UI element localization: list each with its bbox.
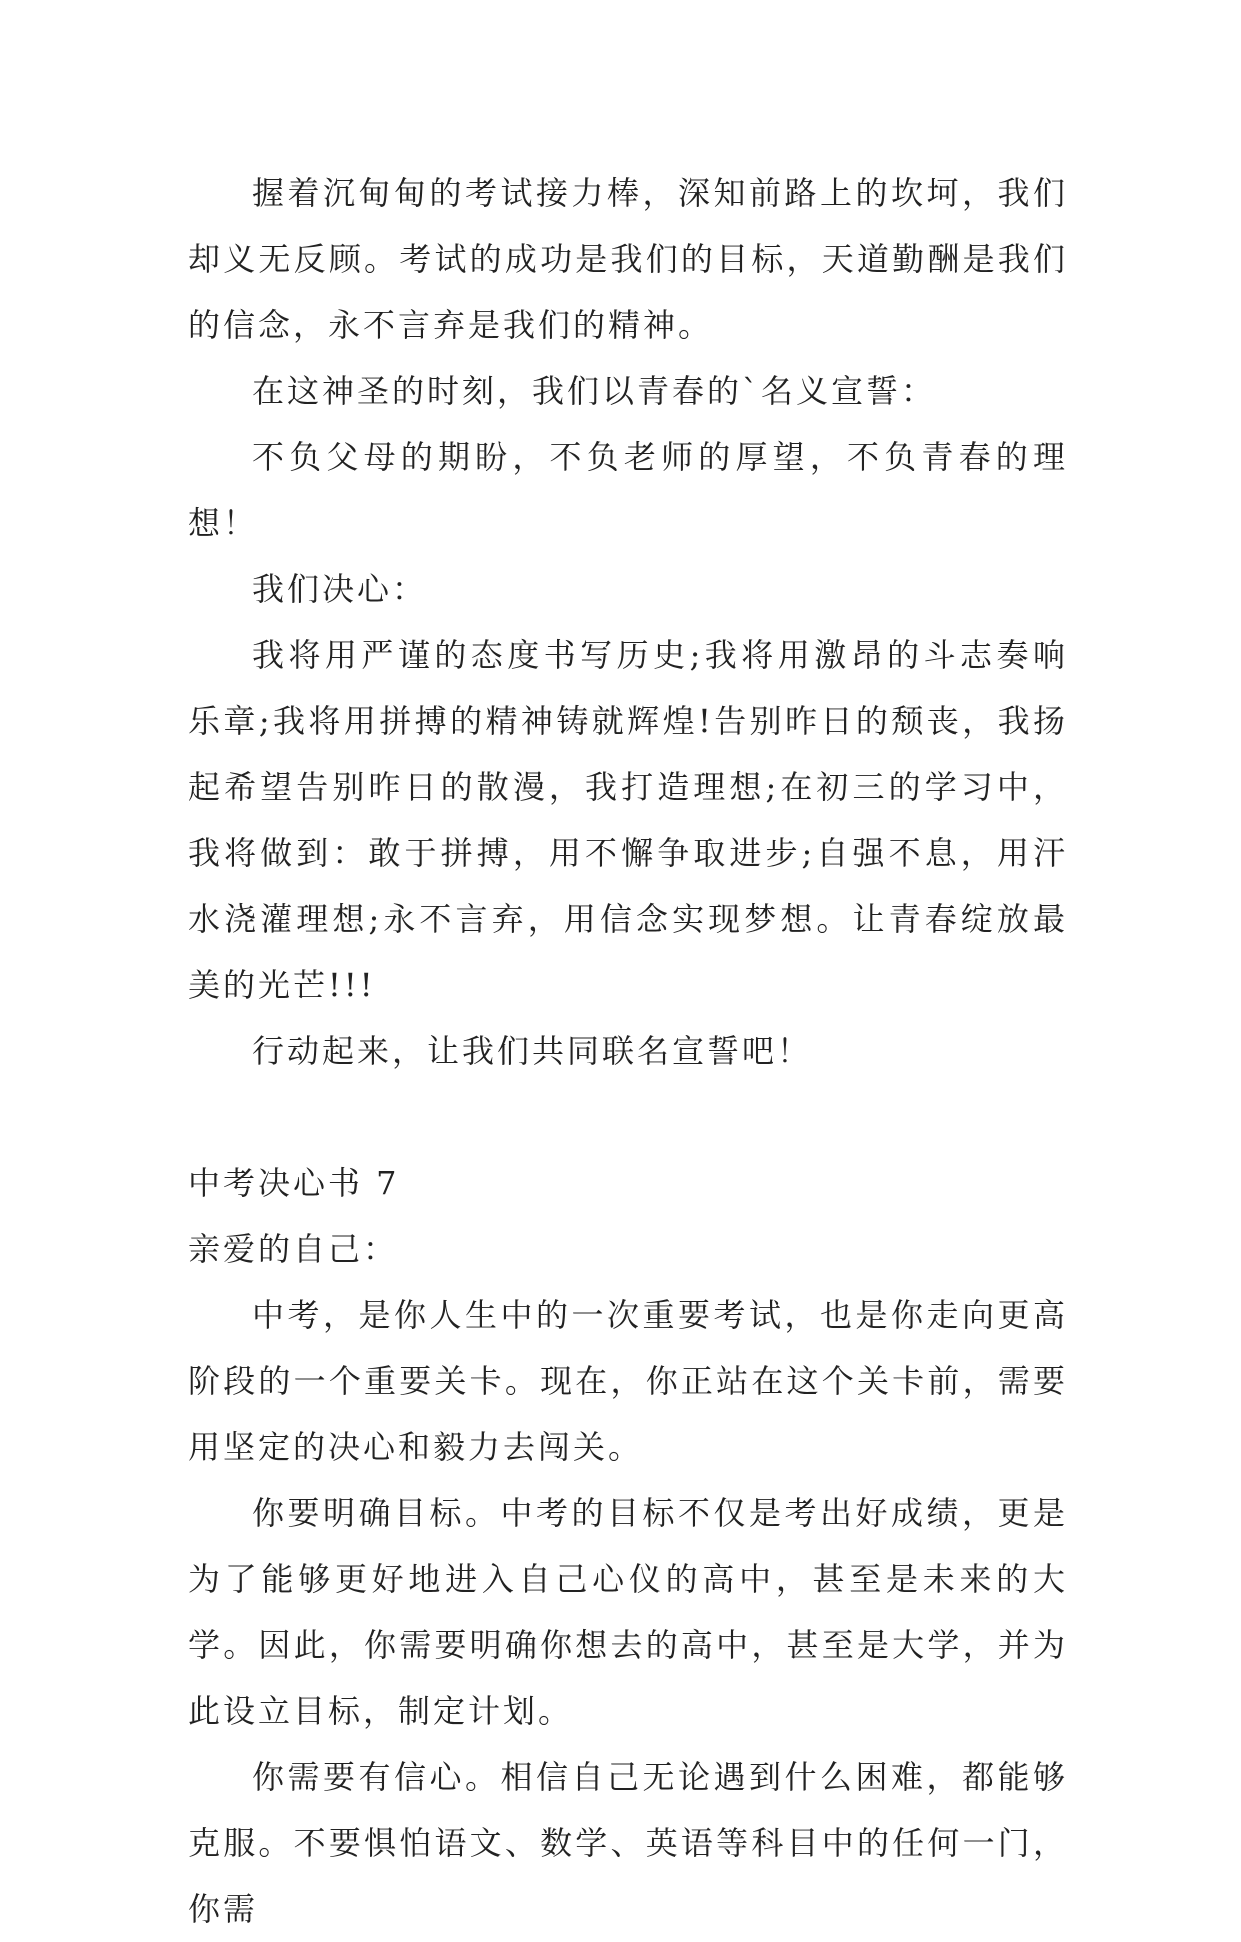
paragraph: 握着沉甸甸的考试接力棒，深知前路上的坎坷，我们却义无反顾。考试的成功是我们的目标，天道勤酬是我们的信念，永不言弃是我们的精神。 bbox=[188, 174, 1068, 344]
paragraph: 行动起来，让我们共同联名宣誓吧！ bbox=[252, 1032, 813, 1070]
paragraph: 我将用严谨的态度书写历史;我将用激昂的斗志奏响乐章;我将用拼搏的精神铸就辉煌!告别昨日的颓丧，我扬起希望告别昨日的散漫，我打造理想;在初三的学习中，我将做到：敢于拼搏，用不懈争取进步;自强不息，用汗水浇灌理想;永不言弃，用信念实现梦想。让青春绽放最美的光芒!!! bbox=[188, 636, 1068, 1004]
paragraph: 你要明确目标。中考的目标不仅是考出好成绩，更是为了能够更好地进入自己心仪的高中，甚至是未来的大学。因此，你需要明确你想去的高中，甚至是大学，并为此设立目标，制定计划。 bbox=[188, 1494, 1068, 1730]
paragraph: 你需要有信心。相信自己无论遇到什么困难，都能够克服。不要惧怕语文、数学、英语等科目中的任何一门，你需 bbox=[188, 1758, 1068, 1928]
paragraph: 我们决心： bbox=[252, 570, 428, 608]
document-body bbox=[188, 160, 1068, 1942]
paragraph: 在这神圣的时刻，我们以青春的`名义宣誓： bbox=[252, 372, 937, 410]
paragraph: 不负父母的期盼，不负老师的厚望，不负青春的理想！ bbox=[188, 438, 1068, 542]
section-title: 中考决心书 7 bbox=[188, 1164, 400, 1202]
salutation: 亲爱的自己： bbox=[188, 1230, 399, 1268]
paragraph: 中考，是你人生中的一次重要考试，也是你走向更高阶段的一个重要关卡。现在，你正站在这个关卡前，需要用坚定的决心和毅力去闯关。 bbox=[188, 1296, 1068, 1466]
section-spacer bbox=[188, 1084, 1068, 1150]
